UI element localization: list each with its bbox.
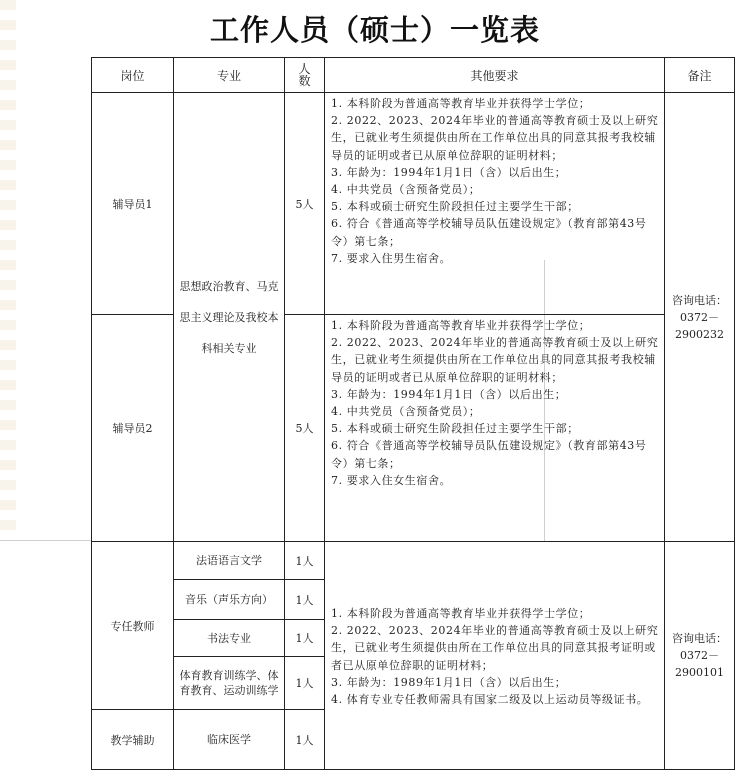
header-remarks: 备注	[665, 58, 735, 93]
requirement-item: 3. 年龄为：1994年1月1日（含）以后出生；	[331, 165, 567, 179]
contact-label: 咨询电话：	[672, 293, 727, 307]
requirement-item: 4. 体育专业专任教师需具有国家二级及以上运动员等级证书。	[331, 692, 649, 706]
major-cell: 法语语言文学	[174, 542, 285, 580]
staff-table	[91, 57, 735, 770]
position-cell: 教学辅助	[92, 710, 174, 770]
requirements-cell	[325, 542, 665, 770]
requirement-item: 5. 本科或硕士研究生阶段担任过主要学生干部；	[331, 422, 579, 436]
requirement-item: 4. 中共党员（含预备党员）；	[331, 183, 481, 197]
requirement-item: 6. 符合《普通高等学校辅导员队伍建设规定》（教育部第43号令）第七条；	[331, 217, 647, 248]
count-cell: 1人	[285, 580, 325, 620]
major-cell: 体育教育训练学、体育教育、运动训练学	[174, 657, 285, 710]
contact-phone-prefix: 0372－	[680, 649, 719, 662]
requirement-item: 2. 2022、2023、2024年毕业的普通高等教育硕士及以上研究生，已就业考生须提供由所在工作单位出具的同意其报考我校辅导员的证明或者已从原单位辞职的证明材料；	[331, 114, 659, 162]
requirement-item: 2. 2022、2023、2024年毕业的普通高等教育硕士及以上研究生，已就业考生须提供由所在工作单位出具的同意其报考证明或者已从原单位辞职的证明材料；	[331, 624, 659, 672]
header-count	[285, 58, 325, 93]
requirement-item: 3. 年龄为：1994年1月1日（含）以后出生；	[331, 387, 567, 401]
header-count-text: 人数	[298, 62, 311, 88]
count-cell: 1人	[285, 542, 325, 580]
contact-phone-number: 2900232	[675, 327, 724, 341]
requirement-item: 1. 本科阶段为普通高等教育毕业并获得学士学位；	[331, 319, 591, 332]
major-cell: 临床医学	[174, 710, 285, 770]
major-cell: 音乐（声乐方向）	[174, 580, 285, 620]
remark-cell	[665, 93, 735, 542]
header-row	[92, 58, 735, 93]
count-cell: 1人	[285, 710, 325, 770]
header-major: 专业	[174, 58, 285, 93]
requirement-item: 1. 本科阶段为普通高等教育毕业并获得学士学位；	[331, 97, 591, 110]
requirement-item: 5. 本科或硕士研究生阶段担任过主要学生干部；	[331, 200, 579, 214]
requirement-item: 3. 年龄为：1989年1月1日（含）以后出生；	[331, 675, 567, 689]
requirement-item: 2. 2022、2023、2024年毕业的普通高等教育硕士及以上研究生，已就业考生须提供由所在工作单位出具的同意其报考我校辅导员的证明或者已从原单位辞职的证明材料；	[331, 336, 659, 384]
page-title: 工作人员（硕士）一览表	[209, 13, 540, 47]
major-cell: 思想政治教育、马克思主义理论及我校本科相关专业	[174, 93, 285, 542]
guide-line	[0, 540, 91, 541]
contact-label: 咨询电话：	[672, 632, 727, 645]
table-row	[92, 542, 735, 580]
count-cell: 5人	[285, 93, 325, 315]
page-border-decoration	[0, 0, 16, 540]
requirement-item: 1. 本科阶段为普通高等教育毕业并获得学士学位；	[331, 606, 591, 620]
position-cell: 专任教师	[92, 542, 174, 710]
contact-phone-prefix: 0372－	[680, 310, 719, 324]
header-requirements: 其他要求	[325, 58, 665, 93]
header-position: 岗位	[92, 58, 174, 93]
requirement-item: 7. 要求入住女生宿舍。	[331, 473, 452, 487]
requirements-cell	[325, 315, 665, 542]
contact-phone-number: 2900101	[675, 666, 724, 679]
count-cell: 1人	[285, 657, 325, 710]
position-cell: 辅导员1	[92, 93, 174, 315]
remark-cell	[665, 542, 735, 770]
requirement-item: 7. 要求入住男生宿舍。	[331, 251, 452, 265]
table-row	[92, 93, 735, 315]
requirement-item: 6. 符合《普通高等学校辅导员队伍建设规定》（教育部第43号令）第七条；	[331, 439, 647, 470]
position-cell: 辅导员2	[92, 315, 174, 542]
count-cell: 5人	[285, 315, 325, 542]
requirement-item: 4. 中共党员（含预备党员）；	[331, 405, 481, 419]
major-cell: 书法专业	[174, 620, 285, 657]
count-cell: 1人	[285, 620, 325, 657]
requirements-cell	[325, 93, 665, 315]
